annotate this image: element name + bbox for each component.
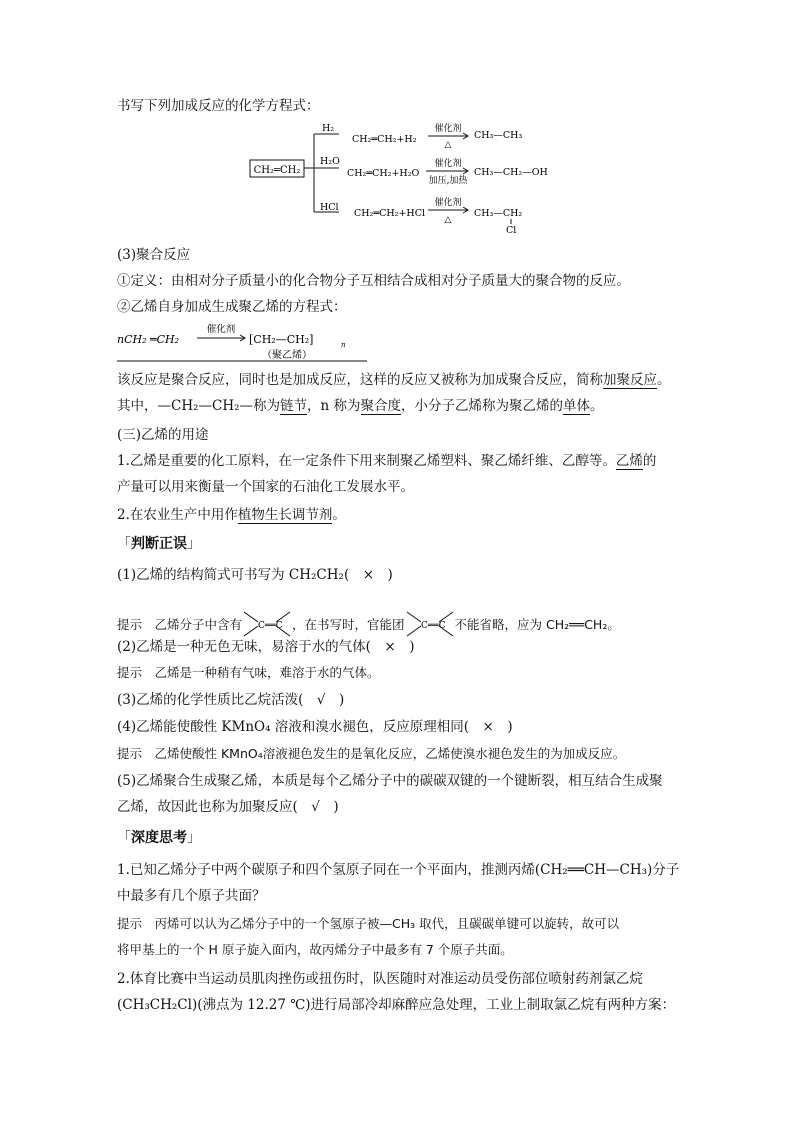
definition-text: ①定义：由相对分子质量小的化合物分子互相结合成相对分子质量大的聚合物的反应。	[117, 273, 630, 289]
term-plant-regulator: 植物生长调节剂	[237, 507, 333, 523]
use-1: 1.乙烯是重要的化工原料，在一定条件下用来制聚乙烯塑料、聚乙烯纤维、乙醇等。乙烯的	[117, 453, 657, 469]
poly-product: [CH₂—CH₂]	[249, 333, 314, 346]
term-addition-polymerization: 加聚反应	[603, 372, 657, 388]
reagent-hcl: HCl	[320, 202, 339, 213]
double-bond-icon	[405, 610, 455, 638]
svg-text:C══C: C══C	[420, 621, 446, 631]
question-1-tip-cont: 将甲基上的一个 H 原子旋入面内，故丙烯分子中最多有 7 个原子共面。	[117, 942, 513, 957]
question-1-cont: 中最多有几个原子共面？	[117, 888, 266, 904]
eq2-product: CH₃—CH₂—OH	[474, 167, 548, 178]
question-2: 2.体育比赛中当运动员肌肉挫伤或扭伤时，队医随时对准运动员受伤部位喷射药剂氯乙烷	[117, 971, 643, 987]
intro-text: 书写下列加成反应的化学方程式：	[117, 98, 320, 114]
judge-5: (5)乙烯聚合生成聚乙烯，本质是每个乙烯分子中的碳碳双键的一个键断裂，相互结合生成聚	[117, 773, 663, 789]
use-1-cont: 产量可以用来衡量一个国家的石油化工发展水平。	[117, 479, 414, 495]
deep-thinking-title: 「 深度思考 」	[117, 828, 201, 848]
reagent-h2: H₂	[322, 123, 335, 134]
judge-5-cont: 乙烯，故因此也称为加聚反应( √ )	[117, 799, 339, 815]
poly-eq-title: ②乙烯自身加成生成聚乙烯的方程式：	[117, 299, 347, 315]
eq1-left: CH₂═CH₂+H₂	[352, 134, 417, 145]
judge-2: (2)乙烯是一种无色无味，易溶于水的气体( × )	[117, 639, 415, 655]
term-monomer: 单体	[563, 398, 591, 414]
term-chain-unit: 链节	[280, 398, 308, 414]
eq1-cond-bottom: △	[444, 140, 452, 150]
poly-n: n	[341, 341, 346, 349]
reactant-label: CH₂═CH₂	[253, 165, 301, 176]
eq3-cond-bottom: △	[444, 215, 452, 225]
use-2: 2.在农业生产中用作植物生长调节剂。	[117, 507, 346, 523]
eq2-left: CH₂═CH₂+H₂O	[347, 168, 420, 179]
judge-4-tip: 提示 乙烯使酸性 KMnO₄溶液褪色发生的是氧化反应，乙烯使溴水褪色发生的为加成反应。	[117, 746, 626, 761]
judge-4: (4)乙烯能使酸性 KMnO₄ 溶液和溴水褪色，反应原理相同( × )	[117, 719, 513, 735]
paragraph-addition-polymerization: 该反应是聚合反应，同时也是加成反应，这样的反应又被称为加成聚合反应，简称加聚反应。	[117, 372, 671, 388]
judge-1-tip: 提示 乙烯分子中含有 C══C ，在书写时，官能团 C══C 不能省略，应为 CH₂══CH₂。	[117, 610, 620, 638]
question-1-tip: 提示 丙烯可以认为乙烯分子中的一个氢原子被—CH₃ 取代，且碳碳单键可以旋转，故可以	[117, 916, 620, 931]
eq3-left: CH₂═CH₂+HCl	[354, 208, 425, 219]
eq1-cond-top: 催化剂	[434, 124, 462, 134]
question-2-cont: (CH₃CH₂Cl)(沸点为 12.27 ℃)进行局部冷却麻醉应急处理，工业上制取氯乙烷有两种方案：	[117, 997, 676, 1013]
eq2-cond-top: 催化剂	[434, 159, 462, 169]
judge-3: (3)乙烯的化学性质比乙烷活泼( √ )	[117, 692, 345, 708]
poly-name: （聚乙烯）	[262, 350, 312, 361]
polymer-heading: (3)聚合反应	[117, 247, 191, 263]
eq3-product-cl: Cl	[506, 225, 517, 236]
question-1: 1.已知乙烯分子中两个碳原子和四个氢原子同在一个平面内，推测丙烯(CH₂══CH—CH₃)分子	[117, 862, 680, 878]
judge-2-tip: 提示 乙烯是一种稍有气味，难溶于水的气体。	[117, 665, 380, 680]
eq3-product: CH₃—CH₂	[474, 208, 523, 219]
polymerization-equation	[117, 322, 367, 362]
reagent-h2o: H₂O	[320, 156, 340, 167]
paragraph-terms: 其中，—CH₂—CH₂—称为链节，n 称为聚合度，小分子乙烯称为聚乙烯的单体。	[117, 398, 604, 414]
double-bond-icon	[242, 610, 292, 638]
svg-text:C══C: C══C	[258, 621, 283, 631]
addition-reaction-scheme	[244, 120, 574, 238]
eq1-product: CH₃—CH₃	[474, 130, 523, 141]
eq2-cond-bottom: 加压,加热	[428, 176, 468, 186]
judge-section-title: 「 判断正误 」	[117, 534, 201, 554]
poly-left: nCH₂ ═CH₂	[117, 333, 180, 346]
term-degree: 聚合度	[360, 398, 402, 414]
poly-cond: 催化剂	[206, 324, 236, 335]
judge-1: (1)乙烯的结构简式可书写为 CH₂CH₂( × )	[117, 567, 393, 583]
uses-heading: (三)乙烯的用途	[117, 427, 209, 443]
eq3-cond-top: 催化剂	[434, 198, 462, 208]
